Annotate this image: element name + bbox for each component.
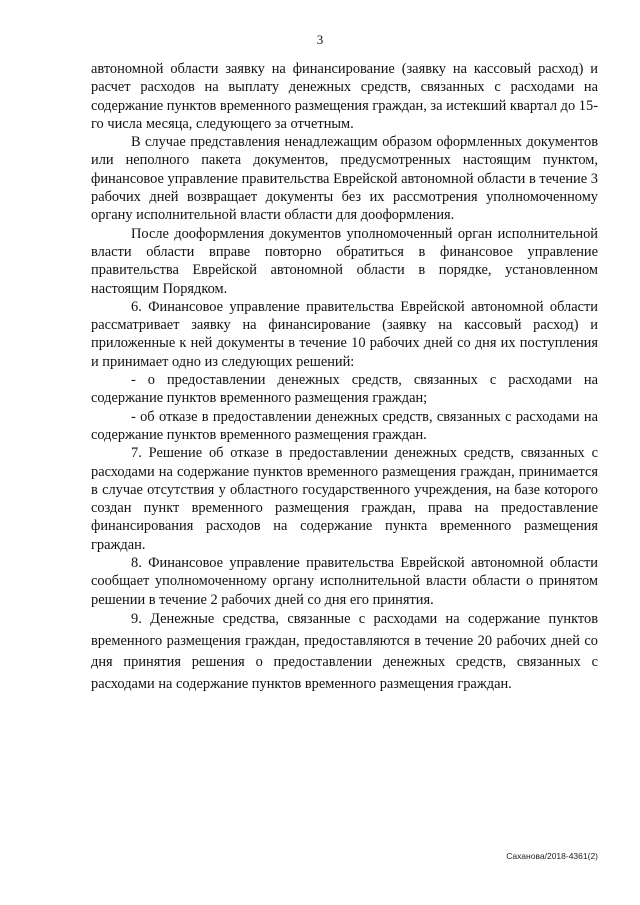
paragraph-return-documents: В случае представления ненадлежащим образом оформленных документов или неполного пакета документов, предусмотренных настоящим пунктом, финансовое управление правительства Еврейской автономной области в течение 3 рабочих дней возвращает документы без их рассмотрения уполномоченному органу исполнительной власти области для дооформления.: [91, 134, 598, 224]
paragraph-item-6: 6. Финансовое управление правительства Еврейской автономной области рассматривает заявку на финансирование (заявку на кассовый расход) и приложенные к ней документы в течение 10 рабочих дней со дня их поступления и принимает одно из следующих решений:: [91, 298, 598, 370]
document-body: [91, 60, 598, 695]
paragraph-reapply: После дооформления документов уполномоченный орган исполнительной власти области вправе повторно обратиться в финансовое управление правительства Еврейской автономной области в порядке, установленном настоящим Порядком.: [91, 225, 598, 297]
list-item-grant-decision: - о предоставлении денежных средств, связанных с расходами на содержание пунктов временного размещения граждан;: [91, 372, 598, 407]
list-item-refusal-decision: - об отказе в предоставлении денежных средств, связанных с расходами на содержание пунктов временного размещения граждан.: [91, 408, 598, 443]
document-footer-code: Саханова/2018-4361(2): [506, 851, 598, 861]
page-number: 3: [316, 32, 324, 47]
paragraph-item-9: 9. Денежные средства, связанные с расходами на содержание пунктов временного размещения граждан, предоставляются в течение 20 рабочих дней со дня принятия решения о предоставлении денежных средств, связанных с расходами на содержание пунктов временного размещения граждан.: [91, 610, 598, 692]
paragraph-continuation: автономной области заявку на финансирование (заявку на кассовый расход) и расчет расходов на выплату денежных средств, связанных с расходами на содержание пунктов временного размещения граждан, за истекший квартал до 15-го числа месяца, следующего за отчетным.: [91, 61, 598, 132]
paragraph-item-8: 8. Финансовое управление правительства Еврейской автономной области сообщает уполномоченному органу исполнительной власти области о принятом решении в течение 2 рабочих дней со дня его принятия.: [91, 555, 598, 608]
paragraph-item-7: 7. Решение об отказе в предоставлении денежных средств, связанных с расходами на содержание пунктов временного размещения граждан, принимается в случае отсутствия у областного государственного учреждения, на базе которого создан пункт временного размещения граждан, права на предоставление финансирования расходов на содержание пункта временного размещения граждан.: [91, 445, 598, 553]
